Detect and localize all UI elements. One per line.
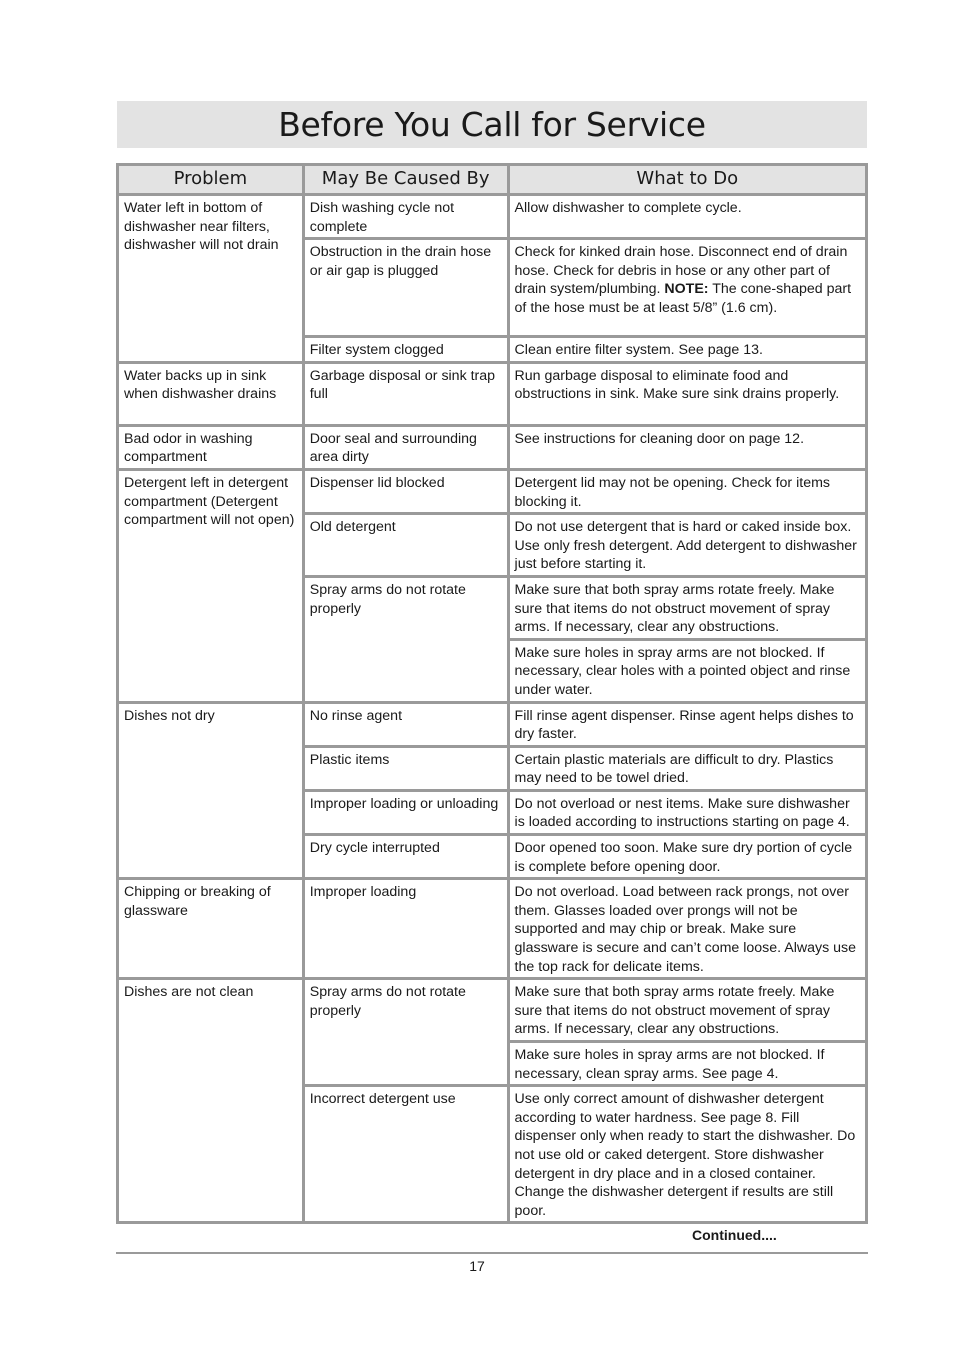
header-action: What to Do <box>510 166 865 193</box>
action-cell: Clean entire filter system. See page 13. <box>510 338 865 361</box>
continued-label: Continued.... <box>692 1227 777 1243</box>
page-title: Before You Call for Service <box>278 105 706 144</box>
header-cause: May Be Caused By <box>305 166 507 193</box>
title-bar <box>117 101 867 148</box>
note-label: NOTE: <box>664 281 709 298</box>
troubleshooting-table <box>116 163 868 1224</box>
action-cell: Make sure that both spray arms rotate freely. Make sure that items do not obstruct movement of spray arms. If necessary, clear any obstructions. <box>510 980 865 1040</box>
problem-cell: Detergent left in detergent compartment (Detergent compartment will not open) <box>119 471 302 701</box>
cause-cell: Spray arms do not rotate properly <box>305 980 507 1084</box>
table-row <box>119 980 865 1040</box>
action-cell: Do not overload or nest items. Make sure dishwasher is loaded according to instructions starting on page 4. <box>510 792 865 833</box>
cause-cell: Garbage disposal or sink trap full <box>305 364 507 424</box>
table-row <box>119 880 865 977</box>
table-row <box>119 364 865 424</box>
action-cell: Run garbage disposal to eliminate food and obstructions in sink. Make sure sink drains properly. <box>510 364 865 424</box>
action-cell: Certain plastic materials are difficult to dry. Plastics may need to be towel dried. <box>510 748 865 789</box>
action-cell: Make sure holes in spray arms are not blocked. If necessary, clear holes with a pointed object and rinse under water. <box>510 641 865 701</box>
cause-cell: Door seal and surrounding area dirty <box>305 427 507 468</box>
action-cell: Detergent lid may not be opening. Check for items blocking it. <box>510 471 865 512</box>
action-text: The cone-shaped part of the hose must be at least 5/8” (1.6 cm). <box>514 281 852 316</box>
problem-cell: Water backs up in sink when dishwasher drains <box>119 364 302 424</box>
problem-cell: Water left in bottom of dishwasher near filters, dishwasher will not drain <box>119 196 302 361</box>
problem-cell: Bad odor in washing compartment <box>119 427 302 468</box>
cause-cell: Filter system clogged <box>305 338 507 361</box>
table-row <box>119 704 865 745</box>
problem-cell: Dishes not dry <box>119 704 302 878</box>
action-cell: Allow dishwasher to complete cycle. <box>510 196 865 237</box>
table-row <box>119 471 865 512</box>
header-problem: Problem <box>119 166 302 193</box>
action-cell: Make sure that both spray arms rotate freely. Make sure that items do not obstruct movement of spray arms. If necessary, clear any obstructions. <box>510 578 865 638</box>
cause-cell: Obstruction in the drain hose or air gap is plugged <box>305 240 507 335</box>
action-cell <box>510 240 865 335</box>
cause-cell: Spray arms do not rotate properly <box>305 578 507 701</box>
cause-cell: Dispenser lid blocked <box>305 471 507 512</box>
action-cell: Make sure holes in spray arms are not blocked. If necessary, clean spray arms. See page 4. <box>510 1043 865 1084</box>
action-cell: See instructions for cleaning door on page 12. <box>510 427 865 468</box>
cause-cell: No rinse agent <box>305 704 507 745</box>
problem-cell: Chipping or breaking of glassware <box>119 880 302 977</box>
cause-cell: Improper loading or unloading <box>305 792 507 833</box>
footer-divider <box>116 1252 868 1254</box>
cause-cell: Incorrect detergent use <box>305 1087 507 1221</box>
table-header-row <box>119 166 865 193</box>
action-cell: Use only correct amount of dishwasher detergent according to water hardness. See page 8. Fill dispenser only when ready to start the dishwasher. Do not use old or caked detergent. Store dishwasher detergent in dry place and in a closed container. Change the dishwasher detergent if results are still poor. <box>510 1087 865 1221</box>
table-row <box>119 196 865 237</box>
page-number: 17 <box>469 1258 485 1274</box>
cause-cell: Improper loading <box>305 880 507 977</box>
cause-cell: Dish washing cycle not complete <box>305 196 507 237</box>
table-row <box>119 427 865 468</box>
cause-cell: Plastic items <box>305 748 507 789</box>
action-cell: Fill rinse agent dispenser. Rinse agent helps dishes to dry faster. <box>510 704 865 745</box>
action-text: Check for kinked drain hose. Disconnect end of drain hose. Check for debris in hose or any other part of drain system/plumbing. <box>514 244 848 298</box>
action-cell: Do not use detergent that is hard or caked inside box. Use only fresh detergent. Add detergent to dishwasher just before starting it. <box>510 515 865 575</box>
cause-cell: Dry cycle interrupted <box>305 836 507 877</box>
cause-cell: Old detergent <box>305 515 507 575</box>
action-cell: Do not overload. Load between rack prongs, not over them. Glasses loaded over prongs will not be supported and may chip or break. Make sure glassware is secure and can’t come loose. Always use the top rack for delicate items. <box>510 880 865 977</box>
action-cell: Door opened too soon. Make sure dry portion of cycle is complete before opening door. <box>510 836 865 877</box>
problem-cell: Dishes are not clean <box>119 980 302 1221</box>
